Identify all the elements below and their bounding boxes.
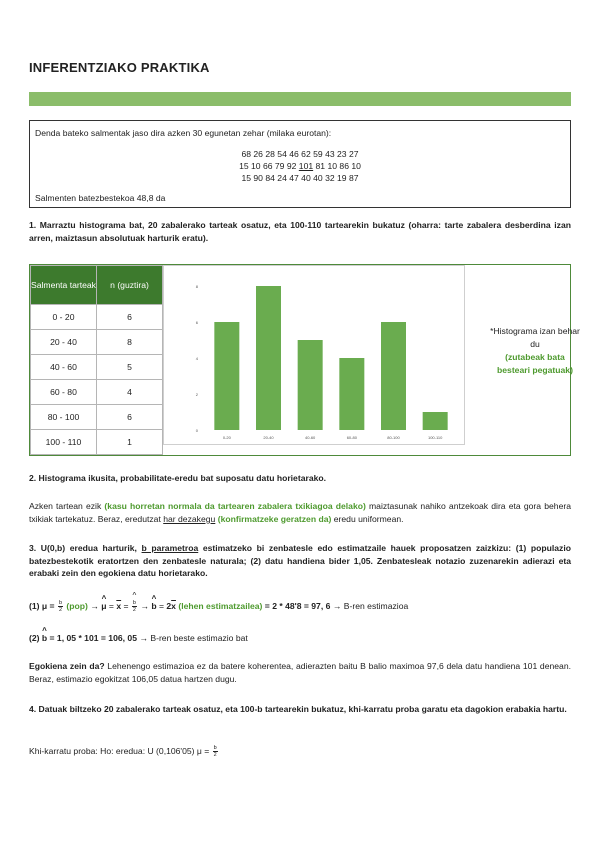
formula-1-pop: (pop) [66, 600, 88, 611]
y-tick-label: 8 [195, 284, 198, 289]
y-tick-label: 0 [195, 428, 198, 433]
formula-2 [29, 633, 248, 643]
data-row-2 [30, 161, 570, 171]
table-cell-n: 6 [97, 305, 163, 330]
question-3-b: estimatzeko bi zenbatesle edo estimatzaile hauek proposatzen zaizkizu: (1) populazio batezbestekotik eratortzen den zenbatesle naturala; (2) datu handiena bider 1,05. Zenbatesleak notazio zuzenarekin adierazi eta erabaki zein den egokiena datu horietarako. [29, 543, 571, 578]
table-cell-range: 0 - 20 [31, 305, 97, 330]
table-cell-n: 4 [97, 380, 163, 405]
histogram-note [490, 325, 580, 377]
table-cell-range: 60 - 80 [31, 380, 97, 405]
answer-2-note-2: (konfirmatzeke geratzen da) [217, 513, 332, 524]
chi-square-fraction: $\frac{b}{2}$ [213, 745, 217, 758]
formula-1-label: (1) μ = [29, 600, 57, 611]
table-header-n: n (guztira) [97, 266, 163, 305]
x-tick-label: 20-40 [263, 435, 274, 440]
question-3-param: b parametroa [141, 543, 199, 553]
histogram-bar [214, 322, 239, 430]
formula-2-label: (2) [29, 633, 42, 643]
formula-1-calc: = 2 * 48'8 = 97, 6 [264, 600, 331, 611]
chi-square-test [29, 745, 219, 758]
histogram-bar [298, 340, 323, 430]
b-hat-2: ^ b [42, 633, 47, 643]
answer-2-b: maiztasunak nahiko antzekoak dira eta gora behera txikiak tartekatuz. Beraz, eredutzat [29, 501, 571, 524]
data-average: Salmenten batezbestekoa 48,8 da [35, 193, 166, 203]
x-tick-label: 0-20 [222, 435, 231, 440]
histogram-chart [163, 265, 465, 445]
x-tick-label: 100-110 [427, 435, 443, 440]
title-divider-bar [29, 92, 571, 106]
formula-1-tail: → B-ren estimazioa [332, 600, 409, 611]
question-4: 4. Datuak biltzeko 20 zabalerako tarteak osatuz, eta 100-b tartearekin bukatuz, khi-karratu proba garatu eta dagokion erabakia hartu. [29, 704, 567, 714]
best-answer: Lehenengo estimazioa ez da batere koherentea, adierazten baitu B balio maximoa 97,6 dela datu handiena 101 denean. Beraz, estimazio egokitzat 106,05 datua hartzen dugu. [29, 661, 571, 684]
chi-square-text: Khi-karratu proba: Ho: eredua: U (0,106'05) μ = [29, 745, 212, 756]
data-box [29, 120, 571, 208]
histogram-bar [423, 412, 448, 430]
table-cell-range: 80 - 100 [31, 405, 97, 430]
y-tick-label: 4 [195, 356, 198, 361]
histogram-bar [256, 286, 281, 430]
histogram-svg [164, 266, 464, 444]
data-row-2-a: 15 10 66 79 92 [239, 161, 299, 171]
formula-1: (1) μ = $\frac{b}{2}$ (pop) → ^ $\mu = \overline{x}$ = ^ $\frac{b}{2}$ → ^ $b = 2\overline{x}$ (lehen estimatzailea) = 2 * 48'8 = 97, 6 → B-ren estimazioa [29, 600, 408, 613]
data-intro: Denda bateko salmentak jaso dira azken 30 egunetan zehar (milaka eurotan): [35, 128, 332, 138]
answer-2 [29, 500, 571, 525]
mu-hat: ^ μ [101, 601, 106, 611]
formula-2-calc: = 1, 05 * 101 = 106, 05 [49, 633, 137, 643]
data-row-2-b: 81 10 86 10 [313, 161, 361, 171]
frequency-table [30, 265, 163, 455]
table-cell-n: 5 [97, 355, 163, 380]
table-row [31, 355, 163, 380]
question-1: 1. Marraztu histograma bat, 20 zabalerako tarteak osatuz, eta 100-110 tartearekin bukatuz (oharra: tarte zabalera desberdina izan arren, maiztasun absolutuak harturik eratu). [29, 220, 571, 243]
data-row-3: 15 90 84 24 47 40 40 32 19 87 [241, 173, 359, 183]
b-hat-fraction: ^ $\frac{b}{2}$ [132, 600, 137, 613]
question-2: 2. Histograma ikusita, probabilitate-eredu bat suposatu datu horietarako. [29, 473, 327, 483]
note-line-1: *Histograma izan behar du [490, 326, 580, 349]
x-tick-label: 40-60 [305, 435, 316, 440]
question-3-a: 3. U(0,b) eredua harturik, [29, 543, 142, 553]
answer-2-d: eredu uniformean. [331, 513, 404, 524]
x-tick-label: 60-80 [346, 435, 357, 440]
note-line-2: (zutabeak bata besteari pegatuak) [497, 352, 573, 375]
best-question: Egokiena zein da? [29, 661, 105, 671]
arrow-icon: → [90, 600, 99, 611]
data-row-2-max: 101 [298, 161, 314, 171]
table-row [31, 305, 163, 330]
table-row [31, 380, 163, 405]
y-tick-label: 6 [195, 320, 198, 325]
b-hat: ^ b [151, 601, 156, 611]
histogram-bar [339, 358, 364, 430]
table-cell-n: 1 [97, 430, 163, 455]
table-row [31, 405, 163, 430]
histogram-bar [381, 322, 406, 430]
formula-2-tail: → B-ren beste estimazio bat [139, 633, 248, 643]
table-cell-n: 6 [97, 405, 163, 430]
answer-2-a: Azken tartean ezik [29, 501, 105, 511]
answer-2-underlined: har dezakegu [163, 513, 216, 524]
data-row-1: 68 26 28 54 46 62 59 43 23 27 [241, 149, 359, 159]
formula-1-estimator: (lehen estimatzailea) [178, 600, 263, 611]
table-cell-range: 100 - 110 [31, 430, 97, 455]
table-row [31, 430, 163, 455]
x-bar: $\overline{x}$ [116, 600, 122, 611]
best-estimator [29, 660, 571, 685]
table-row [31, 330, 163, 355]
table-cell-n: 8 [97, 330, 163, 355]
page-title: INFERENTZIAKO PRAKTIKA [29, 60, 210, 75]
table-cell-range: 40 - 60 [31, 355, 97, 380]
table-cell-range: 20 - 40 [31, 330, 97, 355]
formula-1-fraction: $\frac{b}{2}$ [58, 600, 63, 613]
question-3 [29, 542, 571, 580]
arrow-icon: → [140, 600, 149, 611]
answer-2-note-1: (kasu horretan normala da tartearen zabalera txikiagoa delako) [104, 501, 366, 511]
y-tick-label: 2 [195, 392, 198, 397]
x-tick-label: 80-100 [387, 435, 400, 440]
table-header-range: Salmenta tarteak [31, 266, 97, 305]
